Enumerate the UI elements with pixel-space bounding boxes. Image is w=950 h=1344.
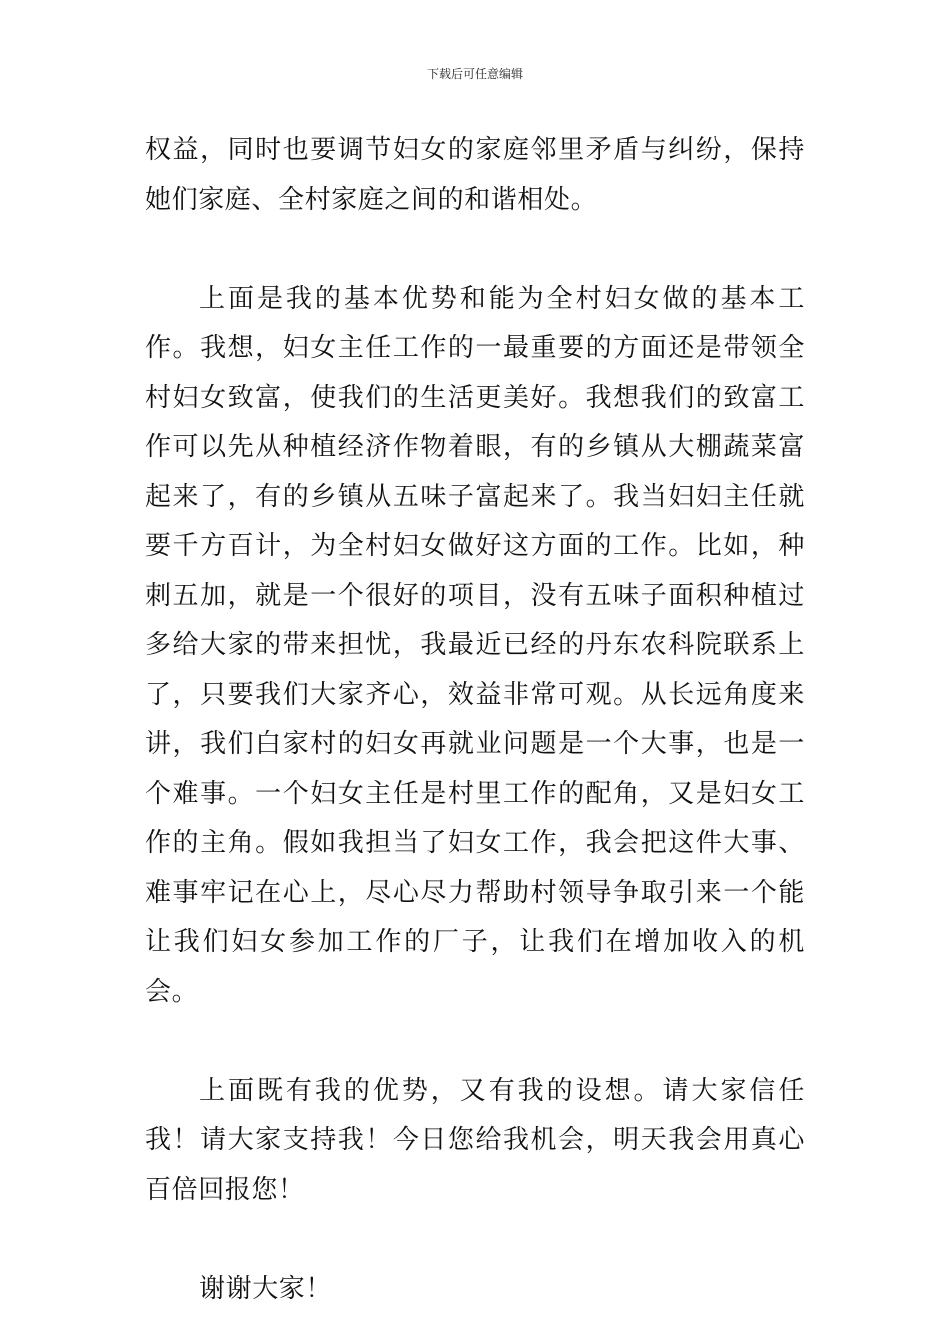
paragraph-work-plan: 上面是我的基本优势和能为全村妇女做的基本工作。我想，妇女主任工作的一最重要的方面还是带领全村妇女致富，使我们的生活更美好。我想我们的致富工作可以先从种植经济作物着眼，有的乡镇从大棚蔬菜富起来了，有的乡镇从五味子富起来了。我当妇妇主任就要千方百计，为全村妇女做好这方面的工作。比如，种刺五加，就是一个很好的项目，没有五味子面积种植过多给大家的带来担忧，我最近已经的丹东农科院联系上了，只要我们大家齐心，效益非常可观。从长远角度来讲，我们白家村的妇女再就业问题是一个大事，也是一个难事。一个妇女主任是村里工作的配角，又是妇女工作的主角。假如我担当了妇女工作，我会把这件大事、难事牢记在心上，尽心尽力帮助村领导争取引来一个能让我们妇女参加工作的厂子，让我们在增加收入的机会。	[145, 283, 805, 1007]
document-body	[145, 126, 805, 1314]
paragraph-rights-harmony: 权益，同时也要调节妇女的家庭邻里矛盾与纠纷，保持她们家庭、全村家庭之间的和谐相处。	[145, 135, 805, 215]
paragraph-thanks: 谢谢大家！	[199, 1273, 333, 1304]
page-header-note: 下载后可任意编辑	[426, 67, 523, 81]
paragraph-appeal: 上面既有我的优势，又有我的设想。请大家信任我！请大家支持我！今日您给我机会，明天我会用真心百倍回报您！	[145, 1075, 805, 1205]
